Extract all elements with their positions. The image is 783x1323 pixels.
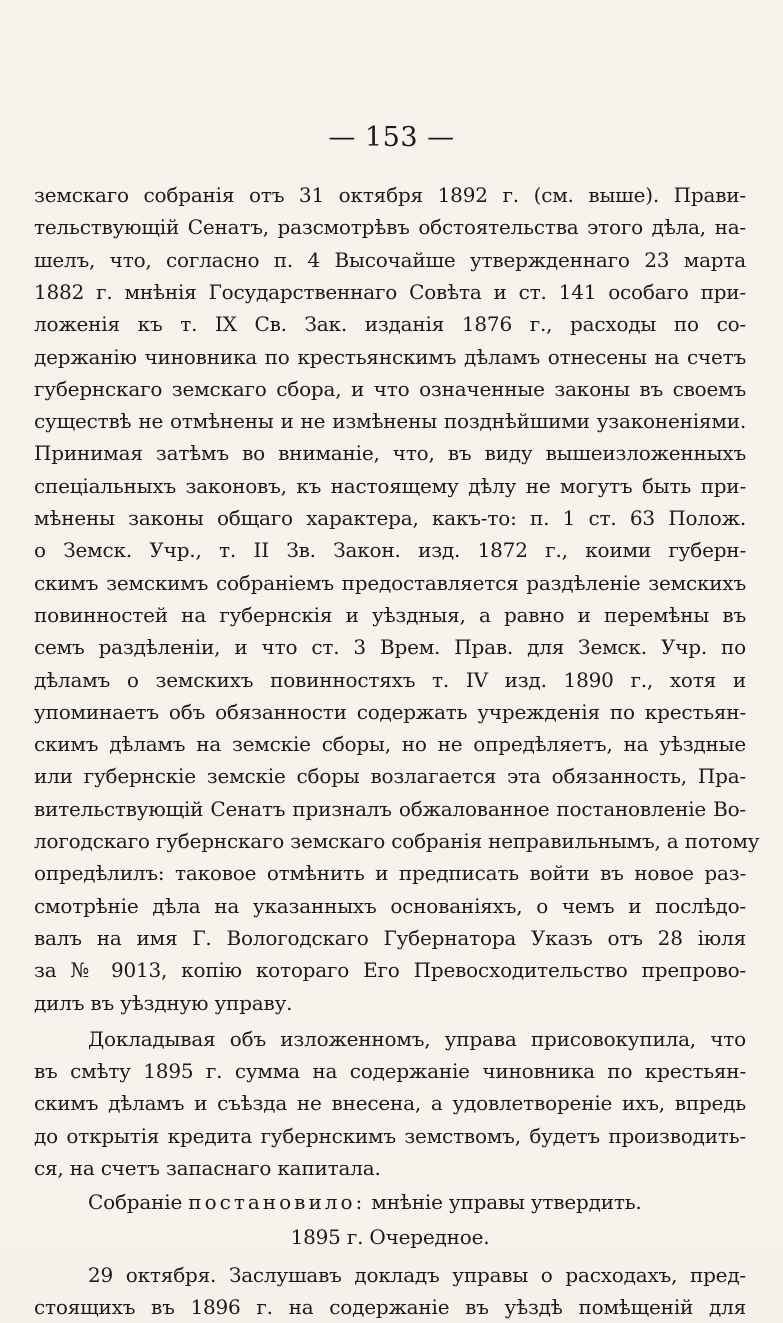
text-line: вительствующій Сенатъ призналъ обжалованное постановленіе Во-: [34, 796, 746, 821]
text-line: ся, на счетъ запаснаго капитала.: [34, 1156, 381, 1180]
text-line: скимъ дѣламъ и съѣзда не внесена, а удовлетвореніе ихъ, впредь: [34, 1091, 746, 1116]
text-line: существѣ не отмѣнены и не измѣнены позднѣйшими узаконеніями.: [34, 409, 746, 434]
text-line: Принимая затѣмъ во вниманіе, что, въ виду вышеизложенныхъ: [34, 441, 746, 466]
text-line: скимъ земскимъ собраніемъ предоставляется раздѣленіе земскихъ: [34, 570, 746, 595]
text-line: скимъ дѣламъ на земскіе сборы, но не опредѣляетъ, на уѣздные: [34, 732, 746, 757]
resolution-prefix: Собраніе: [88, 1190, 183, 1215]
text-line: о Земск. Учр., т. II Зв. Закон. изд. 1872 г., коими губерн-: [34, 538, 746, 563]
text-line: семъ раздѣленіи, и что ст. 3 Врем. Прав. для Земск. Учр. по: [34, 635, 746, 660]
text-line: ложенія къ т. IX Св. Зак. изданія 1876 г., расходы по со-: [34, 312, 746, 337]
text-line: 29 октября. Заслушавъ докладъ управы о расходахъ, пред-: [88, 1262, 746, 1287]
resolution-line: [88, 1187, 746, 1218]
text-line: смотрѣніе дѣла на указанныхъ основаніяхъ, о чемъ и послѣдо-: [34, 893, 746, 918]
page-number: — 153 —: [328, 122, 455, 153]
text-line: валъ на имя Г. Вологодскаго Губернатора Указъ отъ 28 іюля: [34, 925, 746, 950]
text-line: спеціальныхъ законовъ, къ настоящему дѣлу не могутъ быть при-: [34, 473, 746, 498]
text-line: земскаго собранія отъ 31 октября 1892 г. (см. выше). Прави-: [34, 183, 746, 207]
text-line: дѣламъ о земскихъ повинностяхъ т. IV изд. 1890 г., хотя и: [34, 667, 746, 692]
section-heading: 1895 г. Очередное.: [290, 1224, 490, 1249]
text-line: логодскаго губернскаго земскаго собранія неправильнымъ, а потому: [34, 829, 760, 853]
text-line: за № 9013, копію котораго Его Превосходительство препрово-: [34, 958, 746, 983]
resolution-spaced-word: постановило:: [188, 1190, 366, 1215]
text-line: въ смѣту 1895 г. сумма на содержаніе чиновника по крестьян-: [34, 1059, 746, 1084]
text-line: шелъ, что, согласно п. 4 Высочайше утвержденнаго 23 марта: [34, 247, 746, 272]
text-line: или губернскіе земскіе сборы возлагается эта обязанность, Пра-: [34, 764, 746, 789]
text-line: повинностей на губернскія и уѣздныя, а равно и перемѣны въ: [34, 602, 746, 627]
text-line: упоминаетъ объ обязанности содержать учрежденія по крестьян-: [34, 699, 746, 724]
text-line: мѣнены законы общаго характера, какъ-то: п. 1 ст. 63 Полож.: [34, 506, 746, 530]
text-line: стоящихъ въ 1896 г. на содержаніе въ уѣздѣ помѣщеній для: [34, 1295, 746, 1320]
text-line: опредѣлилъ: таковое отмѣнить и предписать войти въ новое раз-: [34, 861, 746, 886]
text-line: Докладывая объ изложенномъ, управа присовокупила, что: [88, 1026, 746, 1051]
text-line: дилъ въ уѣздную управу.: [34, 990, 293, 1015]
text-line: держанію чиновника по крестьянскимъ дѣламъ отнесены на счетъ: [34, 344, 746, 369]
text-line: 1882 г. мнѣнія Государственнаго Совѣта и ст. 141 особаго при-: [34, 279, 746, 304]
text-line: до открытія кредита губернскимъ земствомъ, будетъ производить-: [34, 1123, 746, 1148]
resolution-rest: мнѣніе управы утвердить.: [365, 1190, 642, 1215]
text-line: губернскаго земскаго сбора, и что означенные законы въ своемъ: [34, 376, 746, 401]
text-line: тельствующій Сенатъ, разсмотрѣвъ обстоятельства этого дѣла, на-: [34, 215, 746, 240]
